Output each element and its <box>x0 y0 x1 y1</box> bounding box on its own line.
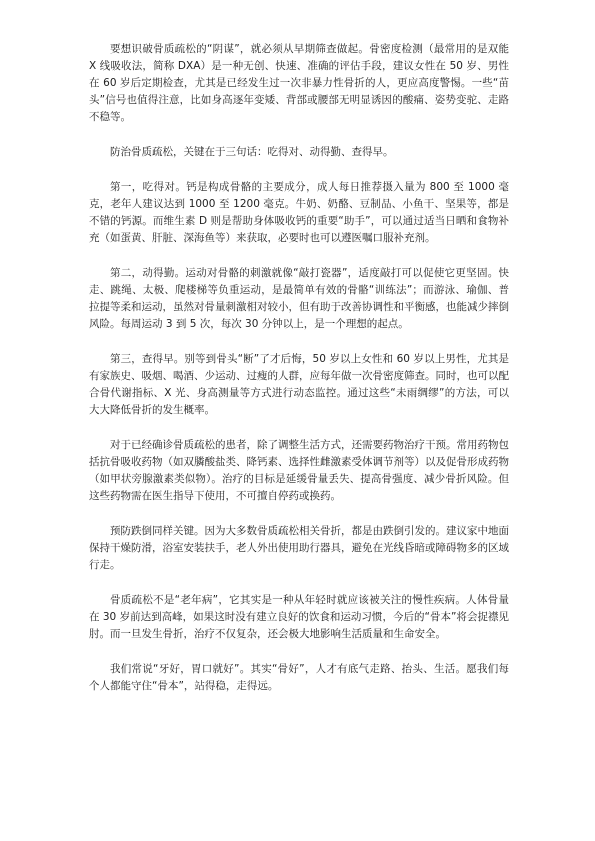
document-body <box>89 41 509 713</box>
paragraph-eat-right: 第一，吃得对。钙是构成骨骼的主要成分，成人每日推荐摄入量为 800 至 1000 毫克，老年人建议达到 1000 至 1200 毫克。牛奶、奶酪、豆制品、小鱼干、坚果等，都是不错的钙源。而维生素 D 则是帮助身体吸收钙的重要“助手”，可以通过适当日晒和食物补充（如蛋黄、肝脏、深海鱼等）来获取，必要时也可以遵医嘱口服补充剂。 <box>89 181 509 244</box>
paragraph-check-early: 第三，查得早。别等到骨头“断”了才后悔，50 岁以上女性和 60 岁以上男性，尤其是有家族史、吸烟、喝酒、少运动、过瘦的人群，应每年做一次骨密度筛查。同时，也可以配合骨代谢指标、X 光、身高测量等方式进行动态监控。通过这些“未雨绸缪”的方法，可以大大降低骨折的发生概率。 <box>89 353 509 416</box>
paragraph-closing: 我们常说“牙好，胃口就好”。其实“骨好”，人才有底气走路、抬头、生活。愿我们每个人都能守住“骨本”，站得稳，走得远。 <box>89 663 509 692</box>
paragraph-chronic-disease: 骨质疏松不是“老年病”，它其实是一种从年轻时就应该被关注的慢性疾病。人体骨量在 30 岁前达到高峰，如果这时没有建立良好的饮食和运动习惯，今后的“骨本”将会捉襟见肘。而一旦发生骨折，治疗不仅复杂，还会极大地影响生活质量和生命安全。 <box>89 594 509 640</box>
paragraph-fall-prevention: 预防跌倒同样关键。因为大多数骨质疏松相关骨折，都是由跌倒引发的。建议家中地面保持干燥防滑，浴室安装扶手，老人外出使用助行器具，避免在光线昏暗或障碍物多的区域行走。 <box>89 525 509 571</box>
paragraph-three-keys: 防治骨质疏松，关键在于三句话：吃得对、动得勤、查得早。 <box>110 146 394 158</box>
paragraph-screening: 要想识破骨质疏松的“阴谋”，就必须从早期筛查做起。骨密度检测（最常用的是双能 X 线吸收法，简称 DXA）是一种无创、快速、准确的评估手段，建议女性在 50 岁、男性在 60 岁后定期检查，尤其是已经发生过一次非暴力性骨折的人，更应高度警惕。一些“苗头”信号也值得注意，比如身高逐年变矮、背部或腰部无明显诱因的酸痛、姿势变驼、走路不稳等。 <box>89 43 509 123</box>
paragraph-exercise: 第二，动得勤。运动对骨骼的刺激就像“敲打瓷器”，适度敲打可以促使它更坚固。快走、跳绳、太极、爬楼梯等负重运动，是最简单有效的骨骼“训练法”；而游泳、瑜伽、普拉提等柔和运动，虽然对骨量刺激相对较小，但有助于改善协调性和平衡感，也能减少摔倒风险。每周运动 3 到 5 次，每次 30 分钟以上，是一个理想的起点。 <box>89 267 509 330</box>
paragraph-medication: 对于已经确诊骨质疏松的患者，除了调整生活方式，还需要药物治疗干预。常用药物包括抗骨吸收药物（如双膦酸盐类、降钙素、选择性雌激素受体调节剂等）以及促骨形成药物（如甲状旁腺激素类似物）。治疗的目标是延缓骨量丢失、提高骨强度、减少骨折风险。但这些药物需在医生指导下使用，不可擅自停药或换药。 <box>89 439 509 502</box>
